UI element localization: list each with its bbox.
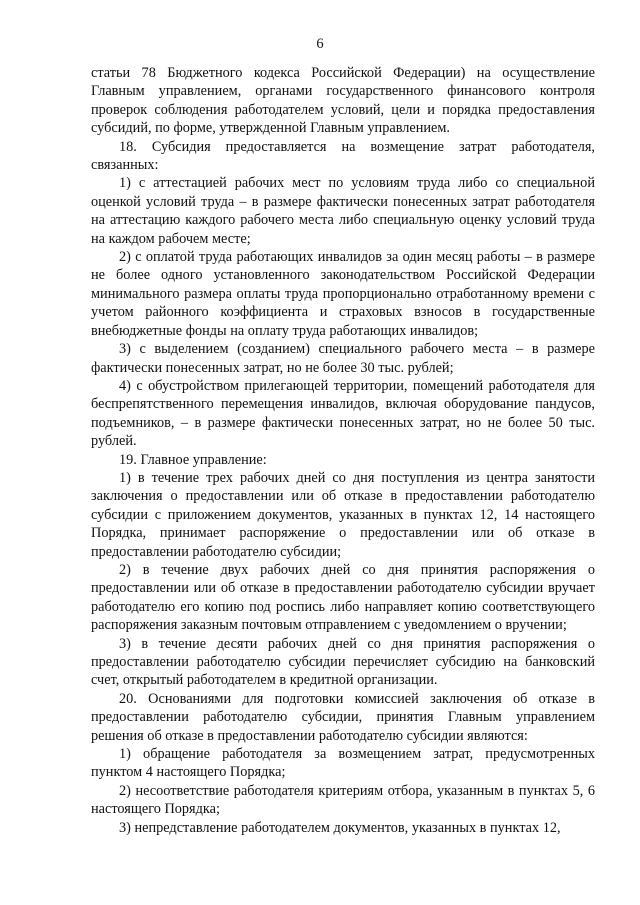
document-body bbox=[91, 64, 595, 837]
paragraph-20-3: 3) непредставление работодателем документов, указанных в пунктах 12, bbox=[119, 819, 561, 836]
paragraph-item-18: 18. Субсидия предоставляется на возмещение затрат работодателя, связанных: bbox=[91, 138, 595, 174]
paragraph-20-2: 2) несоответствие работодателя критериям отбора, указанным в пунктах 5, 6 настоящего Порядка; bbox=[91, 782, 595, 818]
paragraph-19-2: 2) в течение двух рабочих дней со дня принятия распоряжения о предоставлении или об отказе в предоставлении работодателю субсидии вручает работодателю его копию под роспись либо направляет копию соответствующего распоряжения заказным почтовым отправлением с уведомлением о вручении; bbox=[91, 561, 595, 634]
page-number: 6 bbox=[316, 36, 324, 52]
paragraph-18-4: 4) с обустройством прилегающей территории, помещений работодателя для беспрепятственного перемещения инвалидов, включая оборудование пандусов, подъемников, – в размере фактически понесенных затрат, но не более 50 тыс. рублей. bbox=[91, 377, 595, 450]
paragraph-item-19: 19. Главное управление: bbox=[119, 451, 267, 468]
paragraph-18-2: 2) с оплатой труда работающих инвалидов за один месяц работы – в размере не более одного установленного законодательством Российской Федерации минимального размера оплаты труда пропорционально отработанному времени с учетом районного коэффициента и страховых взносов в государственные внебюджетные фонды на оплату труда работающих инвалидов; bbox=[91, 249, 595, 339]
paragraph-20-1: 1) обращение работодателя за возмещением затрат, предусмотренных пунктом 4 настоящего Порядка; bbox=[91, 746, 595, 781]
paragraph-18-1: 1) с аттестацией рабочих мест по условиям труда либо со специальной оценкой условий труда – в размере фактически понесенных затрат работодателя на аттестацию каждого рабочего места либо специальную оценку условий труда на каждом рабочем месте; bbox=[91, 175, 595, 247]
paragraph-19-3: 3) в течение десяти рабочих дней со дня принятия распоряжения о предоставлении работодателю субсидии перечисляет субсидию на банковский счет, открытый работодателем в кредитной организации. bbox=[91, 635, 595, 689]
paragraph-item-20: 20. Основаниями для подготовки комиссией заключения об отказе в предоставлении работодателю субсидии, принятия Главным управлением решения об отказе в предоставлении работодателю субсидии являются: bbox=[91, 690, 595, 744]
paragraph-18-3: 3) с выделением (созданием) специального рабочего места – в размере фактически понесенных затрат, но не более 30 тыс. рублей; bbox=[91, 341, 595, 376]
paragraph-continuation: статьи 78 Бюджетного кодекса Российской Федерации) на осуществление Главным управлением, органами государственного финансового контроля проверок соблюдения работодателем условий, цели и порядка предоставления субсидий, по форме, утвержденной Главным управлением. bbox=[91, 65, 595, 137]
paragraph-19-1: 1) в течение трех рабочих дней со дня поступления из центра занятости заключения о предоставлении или об отказе в предоставлении работодателю субсидии с приложением документов, указанных в пунктах 12, 14 настоящего Порядка, принимает распоряжение о предоставлении или об отказе в предоставлении работодателю субсидии; bbox=[91, 469, 595, 560]
